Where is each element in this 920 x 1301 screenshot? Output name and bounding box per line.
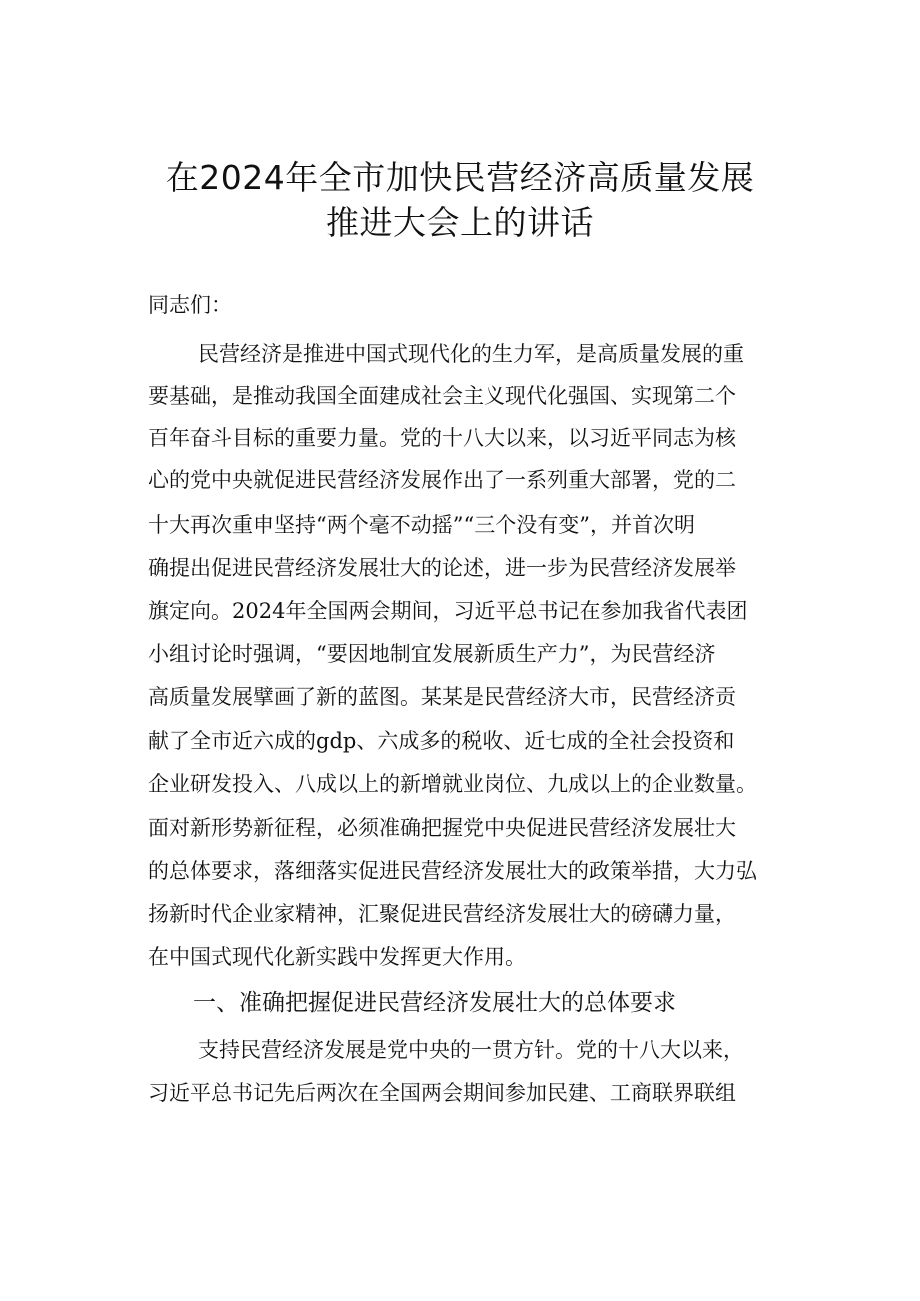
paragraph-line: 心的党中央就促进民营经济发展作出了一系列重大部署，党的二 — [148, 468, 736, 492]
paragraph-line: 扬新时代企业家精神，汇聚促进民营经济发展壮大的磅礴力量， — [148, 902, 736, 926]
document-title-line-1: 在2024年全市加快民营经济高质量发展 — [165, 158, 755, 197]
paragraph-line: 在中国式现代化新实践中发挥更大作用。 — [148, 945, 526, 969]
paragraph-line: 献了全市近六成的gdp、六成多的税收、近七成的全社会投资和 — [148, 729, 735, 753]
salutation: 同志们： — [148, 293, 232, 317]
paragraph-line: 要基础，是推动我国全面建成社会主义现代化强国、实现第二个 — [148, 384, 736, 408]
paragraph-line: 习近平总书记先后两次在全国两会期间参加民建、工商联界联组 — [148, 1081, 736, 1105]
paragraph-line: 民营经济是推进中国式现代化的生力军，是高质量发展的重 — [198, 342, 744, 366]
paragraph-line: 确提出促进民营经济发展壮大的论述，进一步为民营经济发展举 — [148, 556, 736, 580]
paragraph-line: 旗定向。2024年全国两会期间，习近平总书记在参加我省代表团 — [148, 599, 748, 623]
paragraph-line: 十大再次重申坚持“两个毫不动摇”“三个没有变”，并首次明 — [148, 513, 695, 537]
document-title-line-2: 推进大会上的讲话 — [326, 203, 594, 242]
section-heading-1: 一、准确把握促进民营经济发展壮大的总体要求 — [193, 990, 676, 1016]
paragraph-line: 高质量发展擘画了新的蓝图。某某是民营经济大市，民营经济贡 — [148, 685, 736, 709]
paragraph-line: 企业研发投入、八成以上的新增就业岗位、九成以上的企业数量。 — [148, 772, 757, 796]
paragraph-line: 百年奋斗目标的重要力量。党的十八大以来，以习近平同志为核 — [148, 426, 736, 450]
paragraph-line: 面对新形势新征程，必须准确把握党中央促进民营经济发展壮大 — [148, 816, 736, 840]
paragraph-line: 支持民营经济发展是党中央的一贯方针。党的十八大以来， — [198, 1038, 744, 1062]
paragraph-line: 的总体要求，落细落实促进民营经济发展壮大的政策举措，大力弘 — [148, 859, 757, 883]
paragraph-line: 小组讨论时强调，“要因地制宜发展新质生产力”，为民营经济 — [148, 642, 716, 666]
